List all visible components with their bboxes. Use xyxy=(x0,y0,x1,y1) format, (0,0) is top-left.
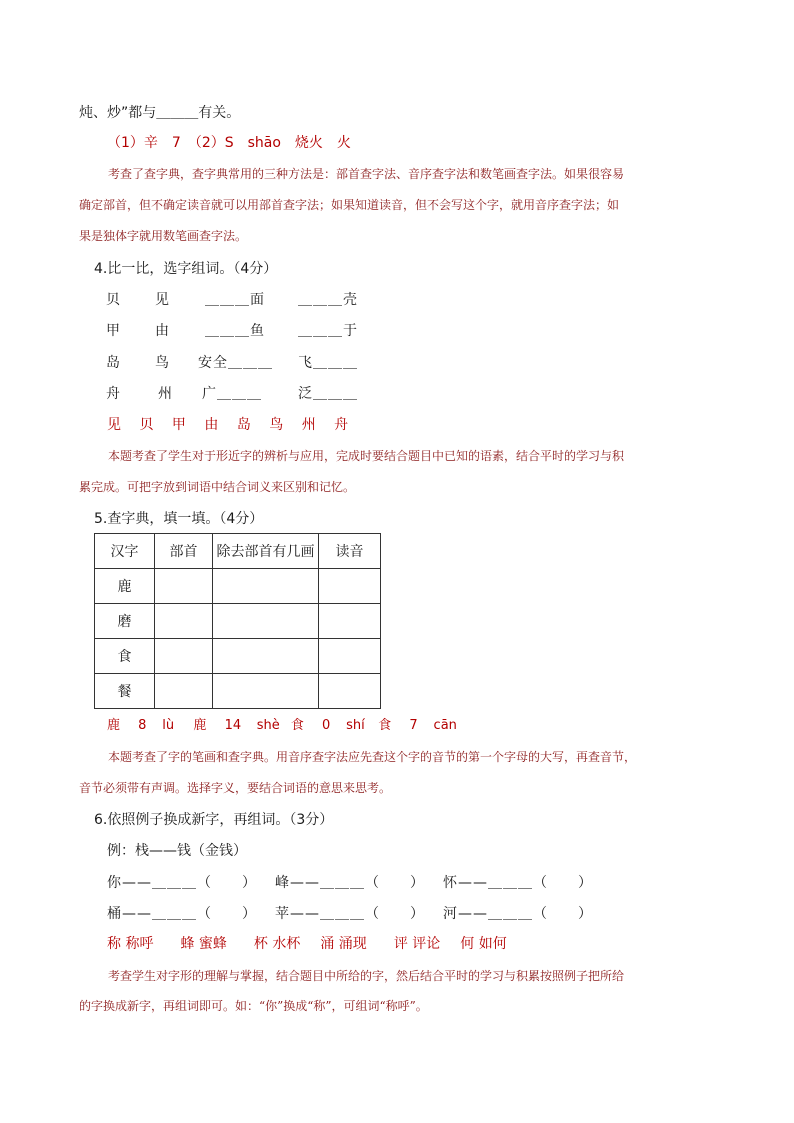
q6-answer: 涌 涌现 xyxy=(320,936,367,952)
q4-answer: 舟 xyxy=(334,417,349,433)
dictionary-table xyxy=(94,533,381,709)
table-row xyxy=(95,674,381,709)
q4-answer: 甲 xyxy=(171,417,186,433)
q5-explanation-line-1: 本题考查了字的笔画和查字典。用音序查字法应先查这个字的音节的第一个字母的大写，再查音节， xyxy=(108,750,637,764)
q3-answer: （1）辛 7 （2）S shāo 烧火 火 xyxy=(107,135,351,151)
q4-answer: 岛 xyxy=(236,417,251,433)
q4-explanation-line-1: 本题考查了学生对于形近字的辨析与应用，完成时要结合题目中已知的语素，结合平时的学习与积 xyxy=(108,449,625,463)
q4-answers xyxy=(107,415,362,435)
table-header: 读音 xyxy=(319,534,381,569)
q4-blank: ＿＿＿于 xyxy=(298,323,358,339)
q4-blank: ＿＿＿面 xyxy=(205,292,265,308)
q3-explanation-line-1: 考查了查字典，查字典常用的三种方法是：部首查字法、音序查字法和数笔画查字法。如果很容易 xyxy=(108,167,625,181)
q4-blank: 安全＿＿＿ xyxy=(198,355,273,371)
q4-blank: 飞＿＿＿ xyxy=(298,355,358,371)
table-cell xyxy=(213,569,319,604)
table-char: 餐 xyxy=(95,674,155,709)
table-cell xyxy=(155,639,213,674)
q6-explanation-line-2: 的字换成新字，再组词即可。如：“你”换成“称”，可组词“称呼”。 xyxy=(79,999,428,1013)
q6-item: 苹——＿＿＿（ ） xyxy=(275,906,425,922)
table-cell xyxy=(213,639,319,674)
table-header: 汉字 xyxy=(95,534,155,569)
q5-answer: 食 xyxy=(290,718,304,733)
table-cell xyxy=(319,674,381,709)
q4-blank: ＿＿＿壳 xyxy=(298,292,358,308)
table-header-row xyxy=(95,534,381,569)
q6-item: 怀——＿＿＿（ ） xyxy=(443,875,593,891)
q4-char: 舟 xyxy=(106,386,120,402)
q4-char: 贝 xyxy=(106,292,120,308)
q6-answer: 称 称呼 xyxy=(107,936,154,952)
table-cell xyxy=(155,569,213,604)
table-header: 部首 xyxy=(155,534,213,569)
q6-item: 峰——＿＿＿（ ） xyxy=(275,875,425,891)
table-header: 除去部首有几画 xyxy=(213,534,319,569)
table-row xyxy=(95,604,381,639)
q4-char: 由 xyxy=(155,323,169,339)
q6-answer: 蜂 蜜蜂 xyxy=(180,936,227,952)
q5-answer: 7 xyxy=(409,718,418,733)
table-row xyxy=(95,639,381,674)
q4-answer: 贝 xyxy=(139,417,154,433)
q4-char: 岛 xyxy=(106,355,120,371)
table-char: 鹿 xyxy=(95,569,155,604)
q4-blank: ＿＿＿鱼 xyxy=(205,323,265,339)
table-cell xyxy=(213,604,319,639)
table-char: 磨 xyxy=(95,604,155,639)
q5-answers xyxy=(107,716,464,736)
q4-explanation-line-2: 累完成。可把字放到词语中结合词义来区别和记忆。 xyxy=(79,480,356,494)
q6-answer: 杯 水杯 xyxy=(253,936,301,952)
q6-example: 例：栈——钱（金钱） xyxy=(107,843,247,859)
table-cell xyxy=(319,604,381,639)
q5-answer: shí xyxy=(346,718,365,733)
q6-title: 6.依照例子换成新字，再组词。（3分） xyxy=(94,812,334,828)
q5-answer: 食 xyxy=(378,718,392,733)
table-cell xyxy=(319,639,381,674)
q4-title: 4.比一比，选字组词。（4分） xyxy=(94,261,278,277)
q5-explanation-line-2: 音节必须带有声调。选择字义，要结合词语的意思来思考。 xyxy=(79,781,392,795)
q5-answer: 鹿 xyxy=(107,718,121,733)
table-cell xyxy=(319,569,381,604)
q6-explanation-line-1: 考查学生对字形的理解与掌握，结合题目中所给的字，然后结合平时的学习与积累按照例子把所给 xyxy=(108,969,625,983)
q4-answer: 州 xyxy=(301,417,316,433)
q6-item: 你——＿＿＿（ ） xyxy=(107,875,257,891)
q6-answers xyxy=(107,934,520,954)
q5-answer: lù xyxy=(162,718,175,733)
q4-char: 甲 xyxy=(106,323,120,339)
q4-blank: 泛＿＿＿ xyxy=(298,386,358,402)
q5-answer: 14 xyxy=(224,718,242,733)
q6-item: 桶——＿＿＿（ ） xyxy=(107,906,257,922)
q4-answer: 鸟 xyxy=(269,417,284,433)
table-char: 食 xyxy=(95,639,155,674)
q4-char: 鸟 xyxy=(155,355,169,371)
question-fragment: 炖、炒”都与＿＿＿有关。 xyxy=(79,105,241,121)
table-cell xyxy=(155,604,213,639)
table-cell xyxy=(155,674,213,709)
q5-answer: 0 xyxy=(321,718,331,733)
q4-char: 州 xyxy=(158,386,172,402)
q5-answer: 8 xyxy=(138,718,147,733)
q5-title: 5.查字典，填一填。（4分） xyxy=(94,511,264,527)
q5-answer: shè xyxy=(256,718,280,733)
q4-answer: 见 xyxy=(107,417,121,433)
q3-explanation-line-2: 确定部首，但不确定读音就可以用部首查字法；如果知道读音，但不会写这个字，就用音序查字法；如 xyxy=(79,198,620,212)
q3-explanation-line-3: 果是独体字就用数笔画查字法。 xyxy=(79,229,248,243)
table-row xyxy=(95,569,381,604)
q6-answer: 评 评论 xyxy=(393,936,441,952)
q5-answer: cān xyxy=(433,718,457,733)
q6-item: 河——＿＿＿（ ） xyxy=(443,906,593,922)
table-cell xyxy=(213,674,319,709)
q4-blank: 广＿＿＿ xyxy=(202,386,262,402)
q4-answer: 由 xyxy=(204,417,219,433)
q5-answer: 鹿 xyxy=(193,718,207,733)
q6-answer: 何 如何 xyxy=(460,936,507,952)
q4-char: 见 xyxy=(155,292,169,308)
